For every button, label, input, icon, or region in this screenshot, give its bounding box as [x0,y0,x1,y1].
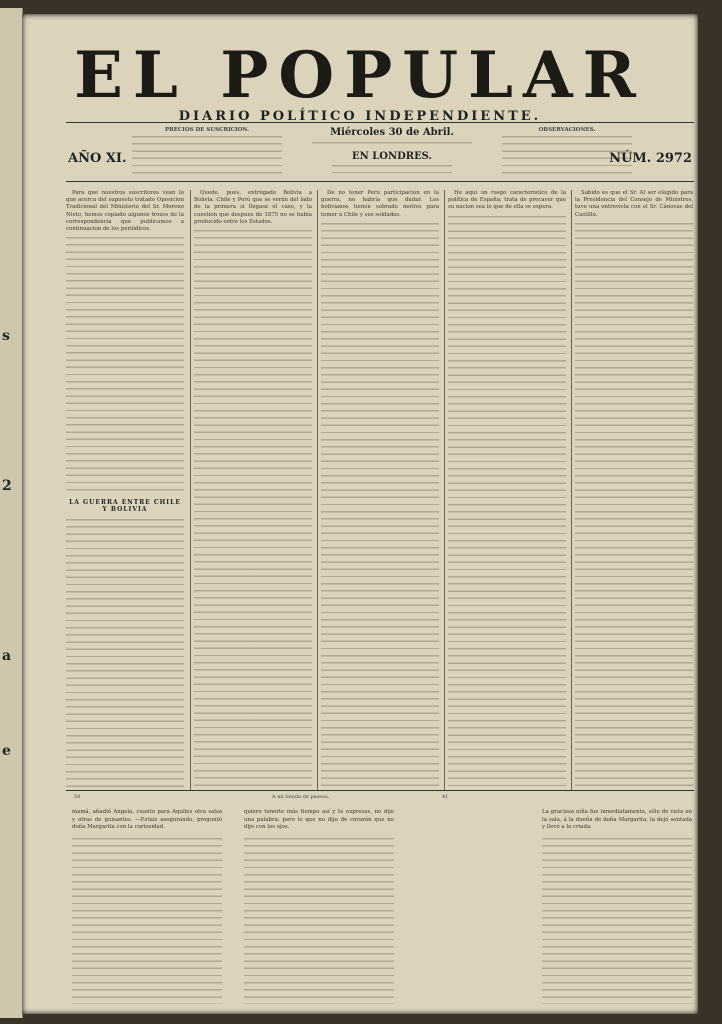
feuilleton-column-3 [542,804,692,1004]
issue-date: Miércoles 30 de Abril. [330,127,454,138]
masthead [22,38,698,124]
article-text: Sabido es que el Sr. Al ser elegido para la Presidencia del Consejo de Ministros, tuvo una entrevista con el Sr. Cánovas del Castillo. [575,190,693,218]
feuilleton-text: La graciosa niña fue inmediatamente, sólo de vista en la sala, á la dueña de doña Margarita, la dejó sentada y llevó a la criada. [542,809,692,830]
column-rule [444,190,445,790]
section-heading: LA GUERRA ENTRE CHILE Y BOLIVIA [69,499,181,514]
folletin-rule [66,790,694,791]
feuilleton-text: mamá, añadió Angela, cuanto para Aquiles otra salsa y otras de guisantes. —Estais asegurando, preguntó doña Margarita con la curiosidad. [72,809,222,830]
column-3 [321,190,439,790]
column-2 [194,190,312,790]
column-rule [571,190,572,790]
edge-letter: 2 [2,478,12,494]
edge-letter: e [2,743,11,759]
feuilleton-text: quiero tenerte más tiempo así y te expresas, no dijo una palabra; pero lo que no dijo de corazón que no dijo con los ojos. [244,809,394,830]
article-text: Para que nuestros suscritores vean lo que acerca del supuesto tratado Oposicion Tradicional del Ministerio del Sr. Moreno Nieto, hemos copiado algunos trozos de la correspondencia que publicamos a continuacion de los periódicos. [66,190,184,233]
prices-text [132,134,282,174]
newspaper-subtitle: DIARIO POLÍTICO INDEPENDIENTE. [178,109,542,124]
newspaper-title: EL POPULAR [74,38,646,113]
column-text-lines [194,228,312,790]
column-4 [448,190,566,790]
article-text: De no tener Perú participacion en la guerra, no habría que dudar. Los bolivianos tienen sobrado motivo para temer a Chile y sus soldados. [321,190,439,218]
feuilleton-lines [244,836,394,1004]
edge-letter: s [2,328,10,344]
newspaper-page [22,14,698,1014]
previous-page-edge [0,8,23,1018]
column-text-lines [321,221,439,790]
column-text-lines [575,221,693,790]
london-label: EN LONDRES. [351,151,433,162]
feuilleton-column-1 [72,804,222,1004]
article-columns [66,190,694,790]
prices-title: PRECIOS DE SUSCRICION. [165,127,249,133]
london-address [332,163,452,173]
feuilleton-column-2 [244,804,394,1004]
column-5 [575,190,693,790]
column-1 [66,190,184,790]
date-box [292,127,492,174]
folio-center: A mi tienda de paseos. [272,794,330,800]
article-text: Quede, pues, entregado Bolivia a Bolivia. Chile y Perú que se verán del lado de la primera si llegase el caso, y la cuestion que despues de 1875 no se había producido entre los Estados. [194,190,312,225]
issue-number: NÚM. 2972 [609,151,692,166]
subscription-prices [132,127,282,174]
column-rule [317,190,318,790]
column-text-lines [448,214,566,790]
year-label: AÑO XI. [68,151,127,166]
folio-right: 41 [442,794,449,800]
observations-title: OBSERVACIONES. [538,127,596,133]
folio-left: 54 [74,794,81,800]
edge-letter: a [2,648,12,664]
column-text-lines [66,235,184,495]
column-rule [190,190,191,790]
feuilleton-lines [542,836,692,1004]
article-text: He aquí un rasgo característico de la política de España; trata de precaver que su nacion sea lo que de ella se espera. [448,190,566,211]
column-text-lines [66,517,184,787]
header-row [66,122,694,182]
feuilleton-lines [72,836,222,1004]
agency-text [312,140,472,149]
